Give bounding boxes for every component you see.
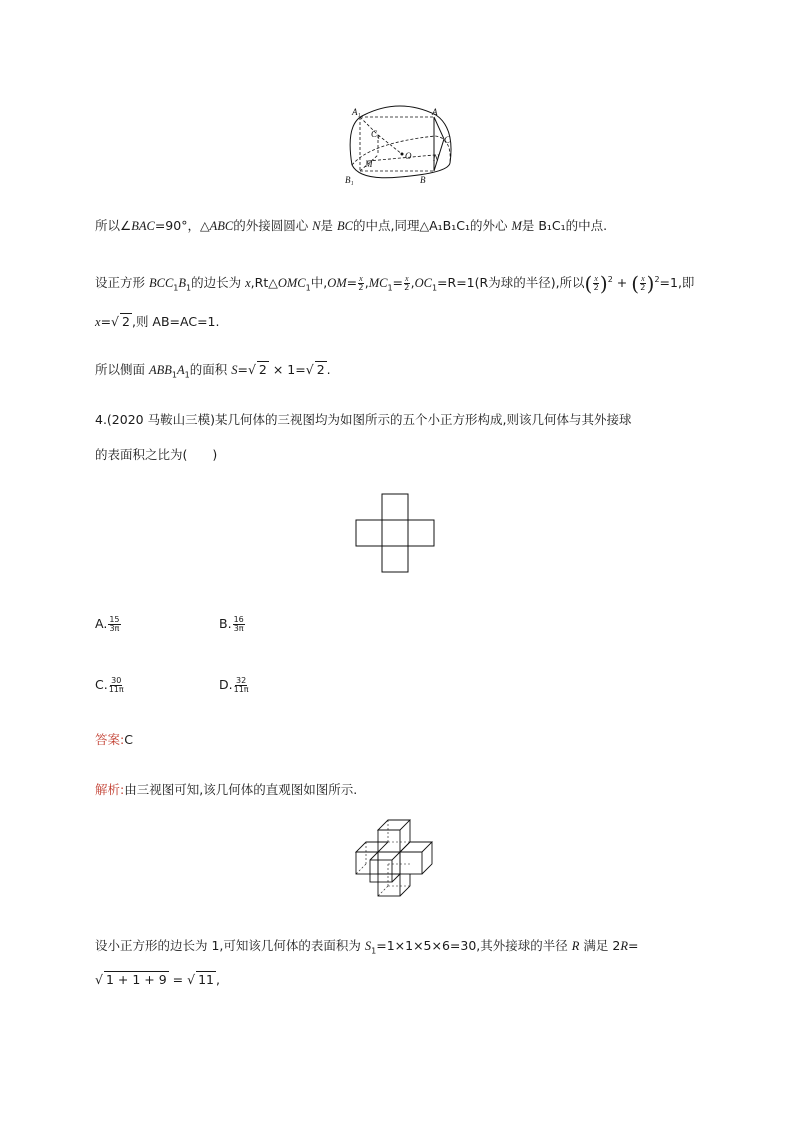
- text: =: [237, 362, 248, 377]
- text: 所以∠: [95, 218, 132, 233]
- fraction: $\frac{x}{2}$: [358, 274, 364, 293]
- question-4-line-1: 4.(2020 马鞍山三模)某几何体的三视图均为如图所示的五个小正方形构成,则该几何体与其外接球: [95, 412, 632, 427]
- var: OMC: [277, 276, 306, 291]
- analysis-label: 解析:: [95, 782, 125, 797]
- label-n: N: [433, 153, 440, 163]
- var: A: [177, 363, 185, 377]
- sqrt-value: 11: [198, 972, 214, 987]
- text: ,则 AB=AC=1.: [131, 314, 220, 329]
- text: × 1=: [268, 362, 306, 377]
- text: 是 B₁C₁的中点.: [521, 218, 608, 233]
- solution-line-3: x=√ 2 ,则 AB=AC=1.: [95, 314, 220, 329]
- solution-line-4: 所以侧面 $ABB_1A_1$的面积 S=√ 2 × 1=√ 2 .: [95, 362, 331, 380]
- var: ABC: [209, 219, 234, 233]
- text: .: [326, 362, 331, 377]
- text: 所以侧面: [95, 362, 149, 377]
- label-c1: C₁: [371, 129, 381, 139]
- text: =: [100, 314, 112, 329]
- var: N: [312, 219, 321, 233]
- option-d[interactable]: D. $\frac{32}{11\pi}$: [219, 676, 249, 694]
- sqrt-value: 2: [316, 362, 325, 377]
- text: 的边长为: [191, 275, 246, 291]
- sqrt-value: 2: [122, 314, 130, 329]
- text: =R=1(R为球的半径),所以: [437, 275, 585, 291]
- var: B: [178, 276, 187, 291]
- analysis-text: 由三视图可知,该几何体的直观图如图所示.: [124, 782, 358, 797]
- var: BC: [337, 219, 353, 233]
- text: =90°，△: [154, 218, 210, 233]
- text: 的中点,同理△A₁B₁C₁的外心: [352, 218, 512, 233]
- var: BAC: [131, 219, 155, 233]
- text: 的外接圆圆心: [233, 218, 313, 233]
- var: ABB: [148, 363, 172, 377]
- cross-solid-figure: [348, 816, 444, 912]
- text: 设正方形: [95, 275, 149, 291]
- solution-line-2: 设正方形 $BCC_1B_1$的边长为 $x,Rt\triangle OMC_1$中,OM= $\frac{x}{2}$ $,MC_1=$ $\frac{x}{2}$ $,OC_1=R=1(R$为球的半径),所以( $\frac{x}{2}$ )$^2$ + ( $\frac{x}{2}$ )$^2$=1,即: [95, 271, 695, 296]
- cross-three-view-figure: [355, 493, 437, 575]
- answer-value: C: [124, 732, 133, 747]
- label-c: C: [444, 135, 451, 145]
- label-m: M: [365, 159, 373, 169]
- hemisphere-prism-figure: [340, 103, 465, 185]
- answer-line: [95, 730, 133, 750]
- text: =1,即: [659, 275, 695, 291]
- fraction: $\frac{x}{2}$: [404, 274, 410, 293]
- solution-last-line-1: 设小正方形的边长为 1,可知该几何体的表面积为 $S_1=1\times 1\times 5\times 6=30$,其外接球的半径 R 满足 2R=: [95, 938, 639, 956]
- text: 中,: [310, 275, 328, 291]
- text: 是: [320, 218, 337, 233]
- analysis-line: [95, 780, 357, 800]
- label-o: O: [405, 151, 412, 161]
- var: x: [245, 276, 251, 291]
- var: OC: [414, 276, 432, 291]
- answer-label: 答案:: [95, 732, 125, 747]
- sqrt-value: 2: [258, 362, 267, 377]
- fraction: $\frac{x}{2}$: [640, 274, 646, 293]
- option-c[interactable]: C. $\frac{30}{11\pi}$: [95, 676, 124, 694]
- label-a: A: [432, 107, 438, 117]
- var: OM: [327, 276, 347, 291]
- solution-last-line-2: √ 1 + 1 + 9 = √ 11 ,: [95, 972, 220, 987]
- text: ,Rt△: [250, 275, 278, 291]
- label-a1: A₁: [352, 107, 361, 117]
- solution-line-1: [95, 216, 607, 236]
- option-b[interactable]: B. $\frac{16}{3\pi}$: [219, 615, 244, 633]
- fraction: $\frac{x}{2}$: [593, 274, 599, 293]
- var: x: [95, 315, 101, 329]
- sqrt-value: 1 + 1 + 9: [105, 972, 167, 987]
- option-a[interactable]: A. $\frac{15}{3\pi}$: [95, 615, 120, 633]
- var: BCC: [148, 276, 174, 291]
- label-b: B: [420, 175, 426, 185]
- label-b1: B₁: [345, 175, 354, 185]
- var: MC: [368, 276, 388, 291]
- var: S: [231, 363, 238, 377]
- question-4-line-2: 的表面积之比为( ): [95, 447, 218, 462]
- text: 的面积: [189, 362, 232, 377]
- var: M: [511, 219, 522, 233]
